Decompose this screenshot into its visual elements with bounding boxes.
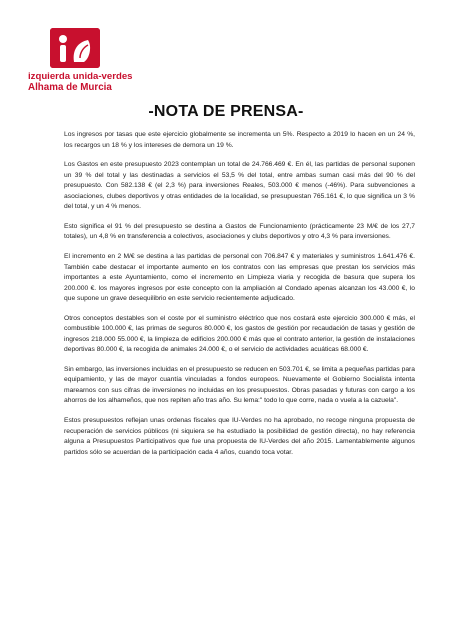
page-title: -NOTA DE PRENSA- [148,103,304,120]
paragraph: El incremento en 2 M/€ se destina a las partidas de personal con 706.847 € y materiales y suministros 1.641.476 €. También cabe destacar el importante aumento en los contratos con las empresas que prestan los servicios más importantes a este Ayuntamiento, como el incremento en Limpieza viaria y recogida de basura que supera los 200.000 €. los mayores ingresos por este concepto con la ampliación al Condado apenas alcanzan los 43.000 €, lo que supone un grave desequilibrio en este servicio recientemente adjudicado. [64,253,415,303]
paragraph: Los ingresos por tasas que este ejercicio globalmente se incrementa un 5%. Respecto a 2019 lo hacen en un 24 %, los recargos un 18 % y los intereses de demora un 19 %. [64,131,415,149]
document-body [64,130,415,467]
paragraph: Estos presupuestos reflejan unas ordenas fiscales que IU-Verdes no ha aprobado, no recoge ninguna propuesta de recuperación de servicios públicos (ni siquiera se ha estudiado la posibilidad de gestión directa), no hay referencia alguna a Presupuestos Participativos que fue una propuesta de IU-Verdes del año 2015. Lamentablemente algunos partidos sólo se acuerdan de la participación cada 4 años, cuando toca votar. [64,417,415,456]
paragraph: Sin embargo, las inversiones incluidas en el presupuesto se reducen en 503.701 €, se limita a pequeñas partidas para equipamiento, y las de mayor cuantía vinculadas a fondos europeos. Nuevamente el Gobierno Socialista intenta marearnos con sus cifras de inversiones no incluidas en los presupuestos. Obras pasadas y futuras con cargo a los ahorros de los alhameños, que nos repiten año tras año. Su lema:" todo lo que corre, nada o vuela a la cazuela". [64,365,415,405]
logo [28,28,138,93]
paragraph: Esto significa el 91 % del presupuesto se destina a Gastos de Funcionamiento (prácticamente 23 M/€ de los 27,7 totales), un 4,8 % en transferencia a colectivos, asociaciones y clubs deportivos y otro 4,3 % para inversiones. [64,222,415,241]
paragraph: Los Gastos en este presupuesto 2023 contemplan un total de 24.766.469 €. En él, las partidas de personal suponen un 39 % del total y las destinadas a servicios el 53,5 % del total, entre ambas suman casi más del 90 % del presupuesto. Con 582.138 € (el 2,3 %) para inversiones Reales, 503.000 € menos (-46%). Para subvenciones a asociaciones, clubes deportivos y otras entidades de la localidad, se presupuestan 765.161 €, lo que significa un 3 % del total, y un 4 % menos. [64,161,415,211]
iu-logo-icon [50,28,100,68]
logo-line-1: izquierda unida-verdes [28,71,133,82]
paragraph: Otros conceptos destables son el coste por el suministro eléctrico que nos costará este ejercicio 300.000 € más, el combustible 100.000 €, las primas de seguros 80.000 €, los gastos de gestión por recaudación de tasas y gestión de ingresos 218.000 55.000 €, la limpieza de edificios 200.000 € más que el contrato anterior, la gestión de instalaciones deportivas 80.000 €, la recogida de animales 24.000 €, o el servicio de actividades acuáticas 68.000 €. [64,314,415,354]
logo-line-2: Alhama de Murcia [28,82,112,93]
